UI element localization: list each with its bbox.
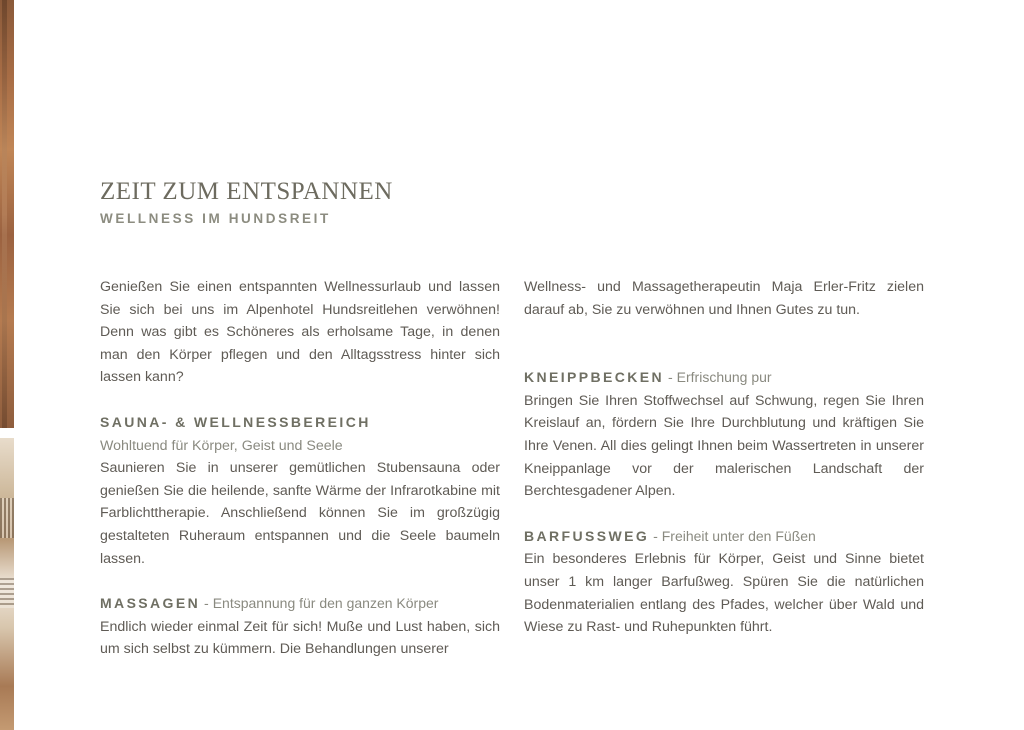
photo-edge-strip: [0, 0, 14, 730]
photo-edge-bottom: [0, 438, 14, 730]
sauna-title: SAUNA- & WELLNESSBEREICH: [100, 413, 371, 430]
page-subtitle: WELLNESS IM HUNDSREIT: [100, 211, 331, 226]
barfuss-text: Ein besonderes Erlebnis für Körper, Geist und Sinne bietet unser 1 km langer Barfußweg. Spüren Sie die natürlichen Bodenmaterialien entlang des Pfades, welcher über Wald und Wiese zu Rast- und Ruhepunkten führt.: [524, 551, 924, 636]
massagen-title: MASSAGEN: [100, 595, 201, 612]
photo-edge-top: [0, 0, 14, 428]
sauna-section-header: [100, 411, 500, 435]
intro-paragraph: Genießen Sie einen entspannten Wellnessurlaub und lassen Sie sich bei uns im Alpenhotel Hundsreitlehen verwöhnen! Denn was gibt es Schöneres als erholsame Tage, in denen man den Körper pflegen und den Alltagsstress hinter sich lassen kann?: [100, 279, 500, 386]
massagen-text: Endlich wieder einmal Zeit für sich! Muße und Lust haben, sich um sich selbst zu kümmern. Die Behandlungen unserer: [100, 618, 500, 658]
page-heading: [100, 176, 393, 228]
right-column: [524, 276, 924, 639]
kneipp-section-header: [524, 366, 924, 390]
barfuss-dash: -: [649, 528, 662, 545]
massagen-dash: -: [200, 596, 213, 613]
massagen-section-header: [100, 592, 500, 616]
sauna-text: Saunieren Sie in unserer gemütlichen Stubensauna oder genießen Sie die heilende, sanfte Wärme der Infrarotkabine mit Farblichttherapie. Anschließend können Sie im großzügig gestalteten Ruheraum entspannen und die Seele baumeln lassen.: [100, 460, 500, 567]
page-title: ZEIT ZUM ENTSPANNEN: [100, 178, 393, 205]
barfuss-section-header: [524, 525, 924, 549]
kneipp-subtitle: Erfrischung pur: [676, 369, 772, 386]
barfuss-subtitle: Freiheit unter den Füßen: [661, 527, 816, 544]
sauna-subtitle: Wohltuend für Körper, Geist und Seele: [100, 437, 343, 454]
barfuss-title: BARFUSSWEG: [524, 527, 650, 544]
massagen-text-continued: Wellness- und Massagetherapeutin Maja Erler-Fritz zielen darauf ab, Sie zu verwöhnen und Ihnen Gutes zu tun.: [524, 279, 924, 318]
kneipp-text: Bringen Sie Ihren Stoffwechsel auf Schwung, regen Sie Ihren Kreislauf an, fördern Sie Ihre Durchblutung und kräftigen Sie Ihre Venen. All dies gelingt Ihnen beim Wassertreten in unserer Kneippanlage vor der malerischen Landschaft der Berchtesgadener Alpen.: [524, 392, 924, 500]
kneipp-title: KNEIPPBECKEN: [524, 369, 665, 386]
kneipp-dash: -: [664, 370, 677, 387]
left-column: [100, 276, 500, 661]
massagen-subtitle: Entspannung für den ganzen Körper: [212, 595, 439, 612]
